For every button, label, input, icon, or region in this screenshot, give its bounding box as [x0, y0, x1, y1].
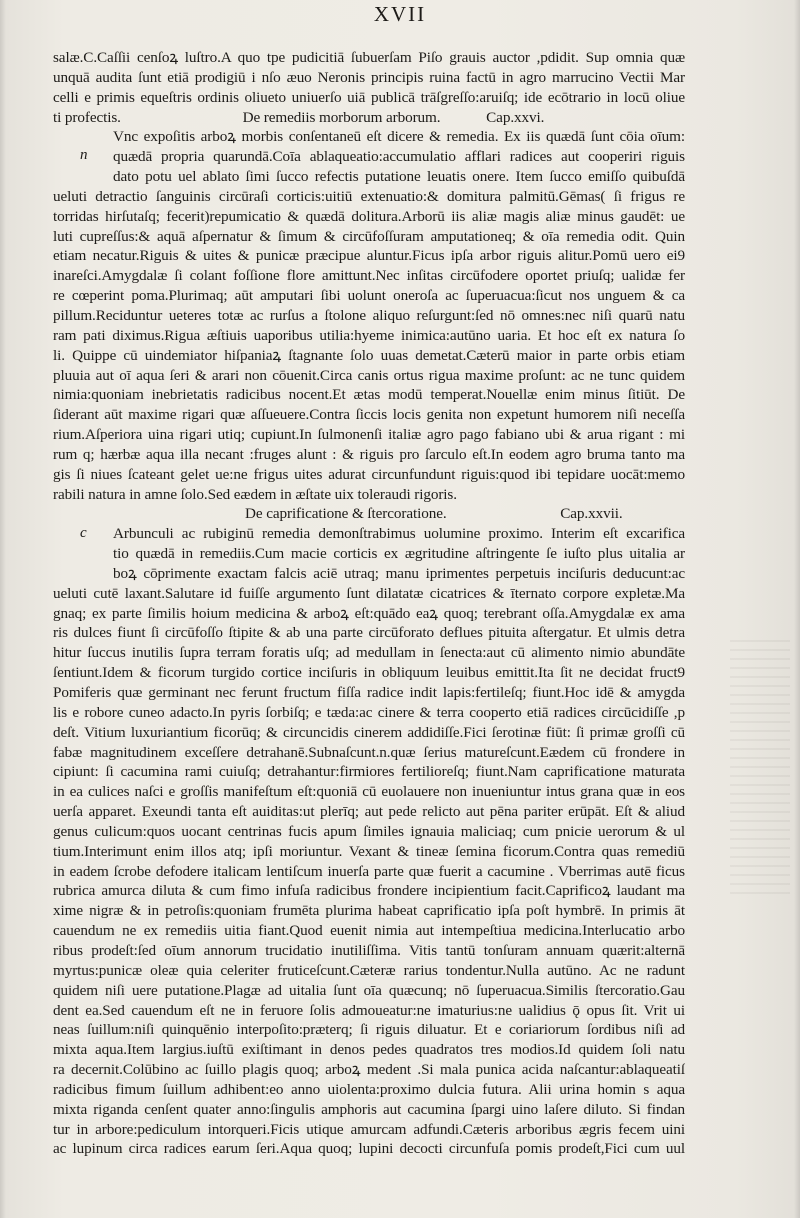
text-line: Arbunculi ac rubiginū remedia demonſtrabimus uolumine proximo. Interim eſt excarifica [113, 525, 685, 543]
text-line: etiam necatur.Riguis & uites & punicæ præcipue aluntur.Ficus ipſa arbor riguis alitur.Pomū uero ei9 [53, 247, 685, 265]
text-line: ueluti cutē laxant.Salutare id fuiſſe argumento ſunt dilatatæ cicatrices & īternato corpore expletæ.Ma [53, 584, 685, 602]
text-line: tium.Interimunt enim illos atq; ipſi moriuntur. Vexant & tineæ ſemina ficorum.Contra quas remediū [53, 842, 685, 860]
text-line: dato potu uel ablato ſimi ſucco refectis putatione leuatis onere. Item ſucco emiſſo quibuſdā [113, 168, 685, 186]
margin-letter-n: n [80, 147, 88, 163]
text-line: rum q; hærbæ aqua illa necant :fruges alunt : & riguis pro ſarculo eſt.In eodem agro bruma tanto ma [53, 445, 685, 463]
text-line: luti cupreſſus:& aquā aſpernatur & ſimum & circūfoſſuram amputationeq; & oīa remedia odit. Quin [53, 227, 685, 245]
text-line: gis ſi niues ſcateant gelet ue:ne frigus uites adurat circunfundunt riguis:quod ibi tepidare uocāt:memo [53, 465, 685, 483]
text-line: radicibus fimum ſuillum adhibent:eo anno uiolenta:proximo dulcia futura. Alii urina homin s aqua [53, 1080, 685, 1098]
text-line: pluuia aut oī aqua ſeri & arari non cōuenit.Circa canis ortus rigua maxime proſunt: ac ne tunc quidem [53, 366, 685, 384]
text-line: tio quædā in remediis.Cum macie corticis ex ægritudine aſtringente ſe iuſto plus uitalia ar [113, 545, 685, 563]
text-line: rium.Aſperiora uina rigari utiq; cupiunt.In ſulmonenſi italiæ agro pago fabiano ubi & arua rigant : mi [53, 426, 685, 444]
text-line: deſt. Vitium luxuriantium ficorūq; & circuncidis cinerem addidiſſe.Fici ſerotinæ fiūt: ſi primæ groſſi cū [53, 723, 685, 741]
text-line: pillum.Reciduntur ueteres totæ ac rurſus a ſtolone aliquo reſurgunt:ſed nō omnes:nec niſi quarū natu [53, 306, 685, 324]
text-line: gnaq; ex parte ſimilis hoium medicina & arboꝝ eſt:quādo eaꝝ quoq; terebrant oſſa.Amygdalæ ex ama [53, 604, 685, 622]
text-line: mixta aqua.Item largius.iuſtū exiſtimant in denos pedes quadratos tres modios.Id quidem ſoli natu [53, 1041, 685, 1059]
text-block [53, 48, 685, 1199]
text-line: quædā propria quarundā.Coīa ablaqueatio:accumulatio afflari radices aut cooperiri riguis [113, 148, 685, 166]
chapter-heading-number: Cap.xxvi. [486, 108, 545, 126]
text-line [53, 1179, 685, 1199]
text-line: inareſci.Amygdalæ ſi colant foſſione flore amittunt.Nec inſitas circūfodere oportet priuſq; ualidæ fer [53, 267, 685, 285]
text-line: ram pati diximus.Rigua æſtiuis uaporibus utilia:hyeme inimica:autūno uaria. Et hoc eſt ex natura ſo [53, 326, 685, 344]
text-line [53, 108, 685, 128]
text-line: boꝝ cōprimente exactam falcis aciē utraq; manu iprimentes perpetuis inciſuris deducunt:ac [113, 564, 685, 582]
text-line: ſiderant aūt maxime rigari quæ aſſueuere.Contra ſiccis locis genita non expetunt humorem niſi neceſſa [53, 406, 685, 424]
text-line: hitur ſuccus inutilis ſupra terram foratis uſq; ad medullam in ſenecta:aut cū alimento nimio abundāte [53, 644, 685, 662]
folio-number: XVII [373, 2, 427, 26]
text-line: re cœperint poma.Plurimaq; aūt amputari ſibi uolunt oneroſa ac ſuperuacua:ſicut nos unguem & ca [53, 287, 685, 305]
margin-letter-c: c [80, 525, 87, 541]
text-line: fabæ magnitudinem exceſſere detrahanē.Subnaſcunt.n.quæ ſerius matureſcunt.Eædem cū frondere in [53, 743, 685, 761]
chapter-heading [53, 504, 685, 524]
chapter-heading-title: De remediis morborum arborum. [242, 108, 441, 126]
text-line: nimia:quoniam inebrietatis radicibus nocent.Et ætas modū temperat.Nouellæ enim minus ſitiūt. De [53, 386, 685, 404]
text-line: quidem niſi uere putatione.Plagæ ad uitalia ſunt oīa quæcunq; nō ſuperuacua.Similis ſtercoratio.Gau [53, 981, 685, 999]
chapter-heading-number: Cap.xxvii. [560, 505, 623, 523]
text-line: ſentiunt.Idem & ficorum turgido cortice inciſuris in obliquum leuibus emittit.Ita ſit ne decidat fruct9 [53, 664, 685, 682]
text-line: ra decernit.Colūbino ac ſuillo plagis quoq; arboꝝ medent .Si mala punica acida naſcantur:ablaqueatiſ [53, 1061, 685, 1079]
text-line: cipiunt: ſi cacumina rami cuiuſq; detrahantur:firmiores fertilioreſq; fiunt.Nam caprificatione maturata [53, 763, 685, 781]
text-line: genus culicum:quos uocant centrinas fucis apum ſimiles ignauia maliciaq; cum pnicie uerorum & ul [53, 822, 685, 840]
text-line: tur in arbore:pediculum intorqueri.Ficis utique amurcam adfundi.Cæteris arboribus ægris fecem uini [53, 1120, 685, 1138]
text-line: in eadem ſcrobe defodere italicam lentiſcum inuerſa parte quæ fuerit a cacumine . Vberrimas autē ficus [53, 862, 685, 880]
text-line: myrtus:punicæ oleæ quia celeriter fruticeſcunt.Cæteræ rarius tondentur.Nulla autūno. Ac ne radunt [53, 961, 685, 979]
page-shadow-right [794, 0, 800, 1218]
text-line: torridas hirſutaſq; fecerit)repumicatio & quædā dolitura.Arborū iis aliæ magis aliæ minus gaudēt: ue [53, 207, 685, 225]
text-line: unquā audita ſunt etiā prodigiū i nſo æuo Neronis principis ruina factū in agro marrucino Vectii Mar [53, 68, 685, 86]
page-shadow-left [0, 0, 6, 1218]
bleed-through-marks [730, 640, 790, 900]
text-line: rubrica amurca diluta & cum fimo infuſa radicibus frondere incipientium facit.Caprificoꝝ laudant ma [53, 882, 685, 900]
chapter-heading-title: De caprificatione & ſtercoratione. [245, 505, 447, 523]
text-line: ris dulces fiunt ſi circūfoſſo ſtipite & ab una parte circūforato deflues pituita aſtergatur. Et ulmis detra [53, 624, 685, 642]
text-line: neas ſuillum:niſi quinquēnio interpoſito:præterq; ſi riguis diluatur. Et e coriariorum ſordibus niſi ad [53, 1021, 685, 1039]
text-line: lis e robore cuneo adacto.In pyris ſorbiſq; e tæda:ac cinere & terra cooperto etiā radices circūcidiſſe ,p [53, 703, 685, 721]
text-line: rabili natura in amne ſolo.Sed eædem in æſtate uix toleraudi rigoris. [53, 485, 457, 503]
text-line: ueluti detractio ſanguinis circūraſi corticis:uitiū extenuatio:& domitura palmitū.Gēmas( ſi frigus re [53, 187, 685, 205]
text-line: ac lupinum circa radices earum ſeri.Aqua quoq; lupini decocti circunfuſa pomis prodeſt,Fici cum uul [53, 1140, 685, 1158]
text-line: uerſa apparet. Exeundi tanta eſt auiditas:ut plerīq; aut pede relicto aut pēna pariter erūpāt. Eſt & aliud [53, 803, 685, 821]
text-line: xime nigræ & in petroſis:quoniam frumēta plurima habeat caprificatio ipſa poſt hymbrē. In primis āt [53, 902, 685, 920]
text-line: Vnc expoſitis arboꝝ morbis conſentaneū eſt dicere & remedia. Ex iis quædā ſunt cōia oīum: [113, 128, 685, 146]
text-line: ribus prodeſt:ſed oīum annorum trucidatio inutiliſſima. Vitis tantū tonſuram annuam quærit:alternā [53, 941, 685, 959]
text-line: dent ea.Sed cauendum eſt ne in feruore ſolis admoueatur:ne imaturius:ne ualidius ǭ opus ſit. Vrit ui [53, 1001, 685, 1019]
text-line: cauendum ne ex remediis uitia fiant.Quod euenit nimia aut intempeſtiua medicina.Interlucatio arbo [53, 922, 685, 940]
text-line: mixta riganda cenſent quater anno:ſingulis amphoris aut cacumina ſpargi uino laſere diluto. Si findan [53, 1100, 685, 1118]
text-line: in ea culices naſci e groſſis manifeſtum eſt:quoniā cū euolauere non inueniuntur intus grana quæ in eos [53, 783, 685, 801]
text-line: salæ.C.Caſſii cenſoꝝ luſtro.A quo tpe pudicitiā ſubuerſam Piſo grauis auctor ,pdidit. Sup omnia quæ [53, 49, 685, 66]
text-line: Pomiferis quæ germinant nec ferunt fructum fiſſa radice indit lapis:fertileſq; fiunt.Hoc idē & amygda [53, 684, 685, 701]
text-line: celli e primis equeſtris ordinis oliueto uniuerſo uiā publicā trāſgreſſo:aruiſq; ide ecōtrario in locū oliue [53, 88, 685, 106]
text-line-end: ti profectis. [53, 108, 121, 126]
text-line [53, 1159, 685, 1179]
text-line: li. Quippe cū uindemiator hiſpaniaꝝ ſtagnante ſolo uuas demetat.Cæterū maior in parte orbis etiam [53, 346, 685, 364]
